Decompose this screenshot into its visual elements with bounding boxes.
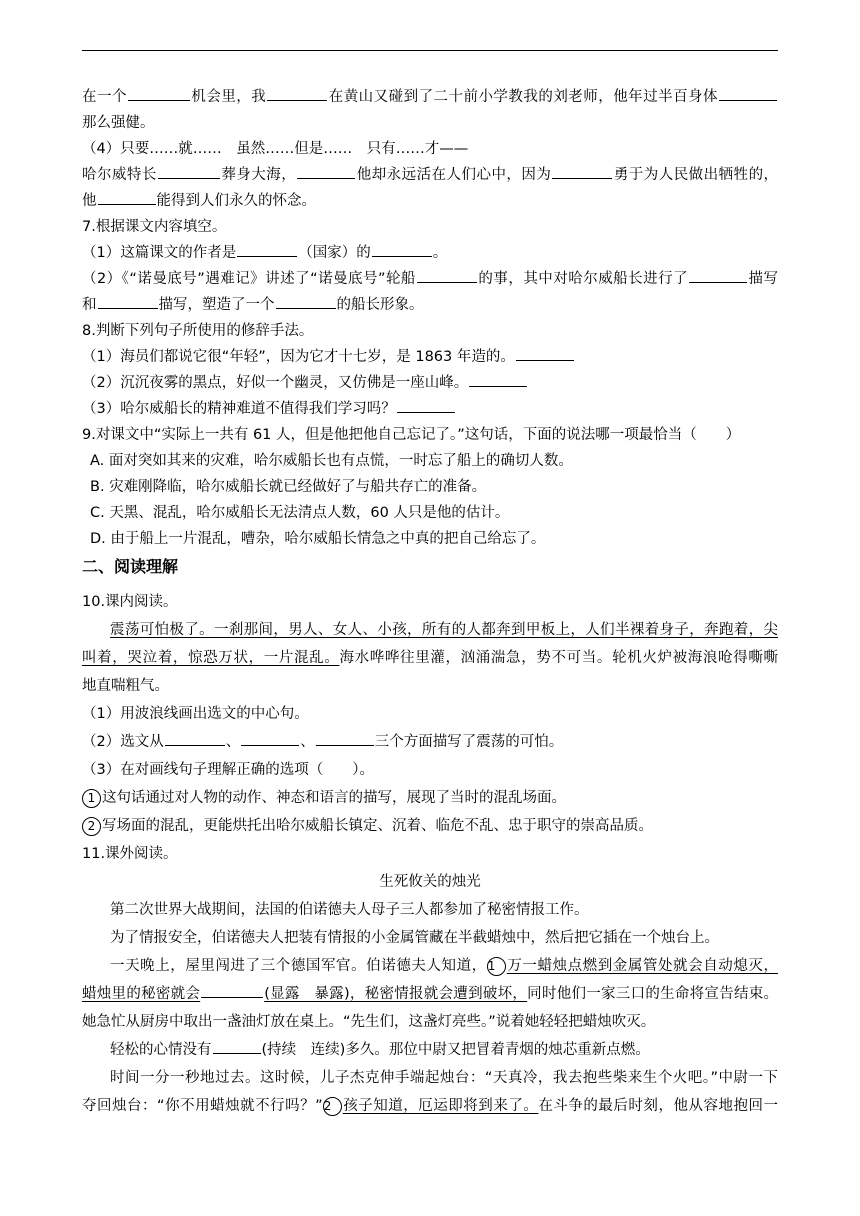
answer-blank[interactable] xyxy=(276,293,336,309)
q10-item-3: （3）在对画线句子理解正确的选项（ ）。 xyxy=(82,762,374,778)
q10-item-1: （1）用波浪线画出选文的中心句。 xyxy=(82,706,309,722)
q9-option-d[interactable]: D. 由于船上一片混乱，嘈杂，哈尔威船长情急之中真的把自己给忘了。 xyxy=(90,531,546,547)
answer-blank[interactable] xyxy=(719,85,777,101)
q11-paragraph-2: 为了情报安全，伯诺德夫人把装有情报的小金属管藏在半截蜡烛中，然后把它插在一个烛台上。 xyxy=(110,930,719,946)
answer-blank[interactable] xyxy=(128,85,190,101)
q11-paragraph-3: 一天晚上，屋里闯进了三个德国军官。伯诺德夫人知道，1 万一蜡烛点燃到金属管处就会自动熄灭， xyxy=(110,958,779,974)
q10-passage-line-1: 震荡可怕极了。一刹那间，男人、女人、小孩，所有的人都奔到甲板上，人们半裸着身子，奔跑着，尖 xyxy=(110,622,778,638)
answer-blank[interactable] xyxy=(316,730,374,746)
answer-blank[interactable] xyxy=(158,163,220,179)
answer-blank[interactable] xyxy=(241,730,299,746)
circled-number: 2 xyxy=(323,1097,342,1116)
q10-title: 10.课内阅读。 xyxy=(82,594,178,610)
q9-option-c[interactable]: C. 天黑、混乱，哈尔威船长无法清点人数，60 人只是他的估计。 xyxy=(90,505,510,521)
q9-title: 9.对课文中“实际上一共有 61 人，但是他把他自己忘记了。”这句话，下面的说法哪一项最恰当（ ） xyxy=(82,427,741,443)
header-rule xyxy=(82,50,778,51)
q11-paragraph-5: 时间一分一秒地过去。这时候，儿子杰克伸手端起烛台：“天真冷，我去抱些柴来生个火吧。”中尉一下 xyxy=(110,1070,778,1086)
q6-line-1: 在一个 机会里，我 在黄山又碰到了二十前小学教我的刘老师，他年过半百身体 xyxy=(82,84,778,110)
q10-passage-line-2: 叫着，哭泣着，惊恐万状，一片混乱。海水哗哗往里灌，汹涌湍急，势不可当。轮机火炉被海浪呛得嘶嘶 xyxy=(82,650,779,666)
answer-blank[interactable] xyxy=(297,163,355,179)
q9-option-b[interactable]: B. 灾难刚降临，哈尔威船长就已经做好了与船共存亡的准备。 xyxy=(90,479,487,495)
q9-option-a[interactable]: A. 面对突如其来的灾难，哈尔威船长也有点慌，一时忘了船上的确切人数。 xyxy=(90,453,573,469)
q10-passage-line-3: 地直喘粗气。 xyxy=(82,678,169,694)
answer-blank[interactable] xyxy=(397,397,455,413)
q10-option-2[interactable]: 2 写场面的混乱，更能烘托出哈尔威船长镇定、沉着、临危不乱、忠于职守的崇高品质。 xyxy=(82,812,778,840)
answer-blank[interactable] xyxy=(689,267,747,283)
answer-blank[interactable] xyxy=(201,982,263,998)
answer-blank[interactable] xyxy=(213,1038,261,1054)
q6-line-4: 他 能得到人们永久的怀念。 xyxy=(82,188,778,214)
q11-paragraph-3-end: 她急忙从厨房中取出一盏油灯放在桌上。“先生们，这盏灯亮些。”说着她轻轻把蜡烛吹灭。 xyxy=(82,1014,656,1030)
q6-line-2: 那么强健。 xyxy=(82,115,155,131)
q11-paragraph-1: 第二次世界大战期间，法国的伯诺德夫人母子三人都参加了秘密情报工作。 xyxy=(110,902,589,918)
answer-blank[interactable] xyxy=(165,730,225,746)
q8-item-1: （1）海员们都说它很“年轻”，因为它才十七岁，是 1863 年造的。 xyxy=(82,344,778,370)
q6-line-3: 哈尔威特长 葬身大海， 他却永远活在人们心中，因为 勇于为人民做出牺牲的， xyxy=(82,162,778,188)
answer-blank[interactable] xyxy=(469,371,527,387)
q10-item-2: （2）选文从 、 、 三个方面描写了震荡的可怕。 xyxy=(82,728,778,756)
circled-number: 1 xyxy=(487,957,506,976)
answer-blank[interactable] xyxy=(417,267,477,283)
answer-blank[interactable] xyxy=(516,345,574,361)
section-heading: 二、阅读理解 xyxy=(82,557,179,576)
q11-title: 11.课外阅读。 xyxy=(82,846,178,862)
q10-option-1[interactable]: 1 这句话通过对人物的动作、神态和语言的描写，展现了当时的混乱场面。 xyxy=(82,784,778,812)
q7-title: 7.根据课文内容填空。 xyxy=(82,219,227,235)
circled-number: 1 xyxy=(82,789,101,808)
q7-item-1: （1）这篇课文的作者是 （国家）的 。 xyxy=(82,240,778,266)
passage-title: 生死攸关的烛光 xyxy=(379,874,481,890)
q11-paragraph-3-cont: 蜡烛里的秘密就会 (显露 暴露)，秘密情报就会遭到破坏，同时他们一家三口的生命将宣告结束。 xyxy=(82,980,778,1008)
answer-blank[interactable] xyxy=(552,163,612,179)
q8-item-2: （2）沉沉夜雾的黑点，好似一个幽灵，又仿佛是一座山峰。 xyxy=(82,370,778,396)
answer-blank[interactable] xyxy=(267,85,327,101)
worksheet-content xyxy=(82,84,778,1120)
answer-blank[interactable] xyxy=(372,241,432,257)
answer-blank[interactable] xyxy=(237,241,297,257)
q7-item-2-cont: 和 描写，塑造了一个 的船长形象。 xyxy=(82,292,778,318)
q8-item-3: （3）哈尔威船长的精神难道不值得我们学习吗？ xyxy=(82,396,778,422)
q11-paragraph-4: 轻松的心情没有 (持续 连续)多久。那位中尉又把冒着青烟的烛芯重新点燃。 xyxy=(82,1036,778,1064)
q7-item-2: （2）《“诺曼底号”遇难记》讲述了“诺曼底号”轮船 的事，其中对哈尔威船长进行了 描写 xyxy=(82,266,778,292)
circled-number: 2 xyxy=(82,817,101,836)
q11-paragraph-5-cont: 夺回烛台：“你不用蜡烛就不行吗？”2 孩子知道，厄运即将到来了。在斗争的最后时刻，他从容地抱回一 xyxy=(82,1098,779,1114)
q8-title: 8.判断下列句子所使用的修辞手法。 xyxy=(82,323,314,339)
answer-blank[interactable] xyxy=(98,293,158,309)
q6-item-4: （4）只要……就…… 虽然……但是…… 只有……才—— xyxy=(82,141,469,157)
answer-blank[interactable] xyxy=(98,189,156,205)
